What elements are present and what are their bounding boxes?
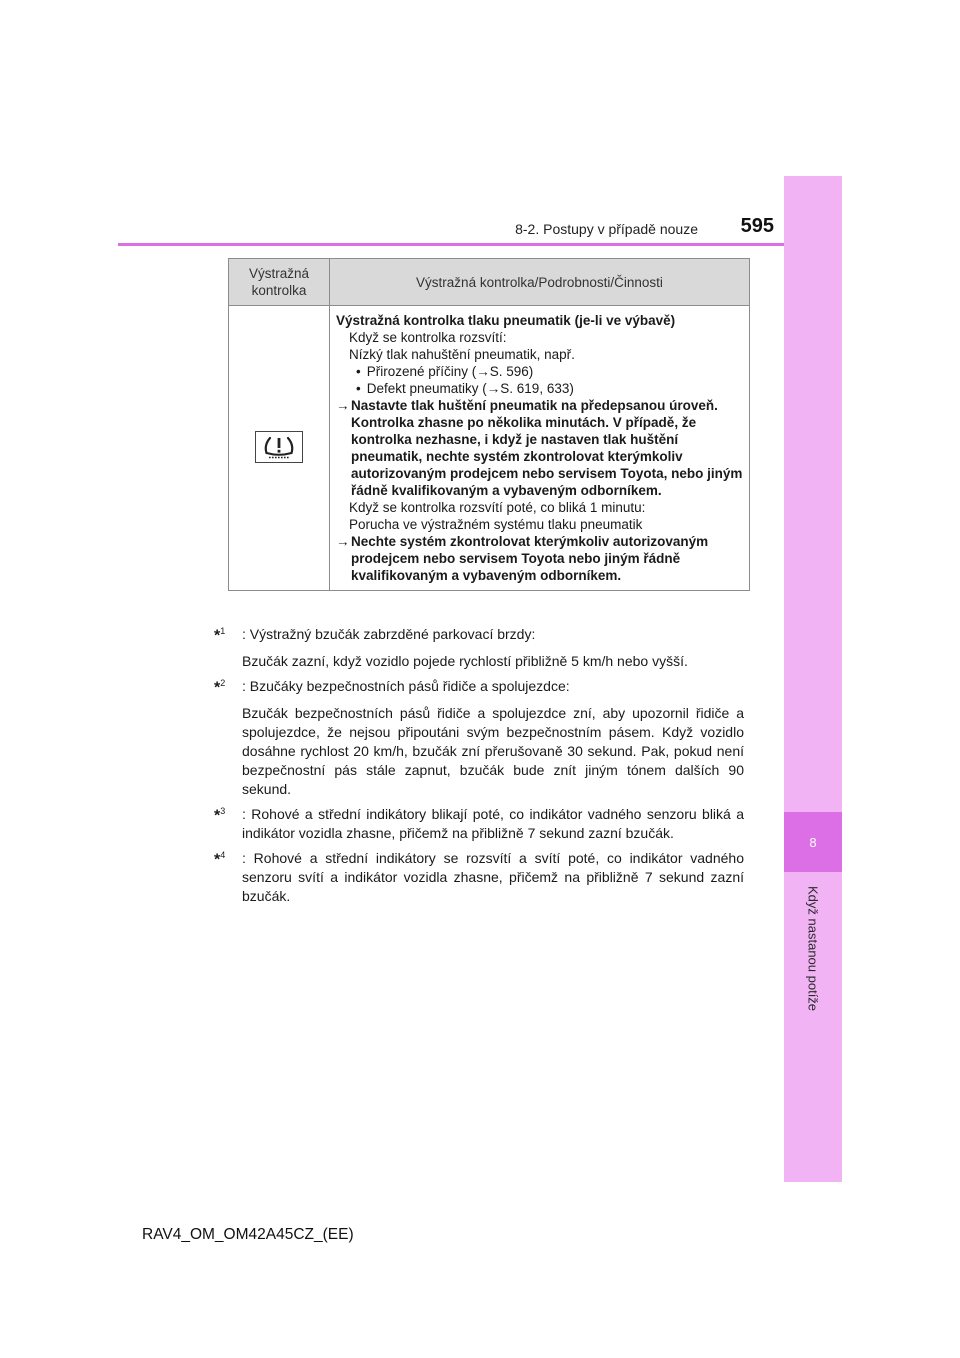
blink-condition: Když se kontrolka rozsvítí poté, co bliká 1 minutu: [349, 500, 646, 515]
chapter-title: Když nastanou potíže [805, 886, 821, 1012]
lit-cause: Nízký tlak nahuštění pneumatik, např. [349, 347, 575, 362]
footnote-3 [214, 805, 744, 843]
details-cell [330, 306, 750, 591]
column-header-details: Výstražná kontrolka/Podrobnosti/Činnosti [330, 259, 750, 306]
section-title: 8-2. Postupy v případě nouze [515, 221, 698, 237]
lit-condition: Když se kontrolka rozsvítí: [349, 330, 507, 345]
footnote-body: Bzučák zazní, když vozidlo pojede rychlostí přibližně 5 km/h nebo vyšší. [242, 653, 688, 669]
footnote-body: Bzučák bezpečnostních pásů řidiče a spolujezdce zní, aby upozornil řidiče a spolujezdce, že nejsou připoutáni svým bezpečnostním pásem. Když vozidlo dosáhne rychlost 20 km/h, bzučák zní přerušovaně 30 sekund. Pak, pokud není bezpečnostní pás stále zapnut, bzučák bude znít jiným tónem dalších 90 sekund. [242, 705, 744, 797]
tire-pressure-warning-icon [255, 431, 303, 463]
table-row [229, 306, 750, 591]
footnote-heading: : Rohové a střední indikátory se rozsvítí a svítí poté, co indikátor vadného senzoru svítí a indikátor vozidla zhasne, přičemž na přibližně 7 sekund zazní bzučák. [242, 850, 744, 904]
chapter-title-tab [784, 884, 842, 1014]
warning-light-table [228, 258, 750, 591]
footnote-heading: : Bzučáky bezpečnostních pásů řidiče a spolujezdce: [242, 678, 570, 694]
footnote-heading: : Rohové a střední indikátory blikají poté, co indikátor vadného senzoru bliká a indikátor vozidla zhasne, přičemž na přibližně 7 sekund zazní bzučák. [242, 806, 744, 841]
icon-cell [229, 306, 330, 591]
action-2 [336, 533, 745, 584]
footnote-mark: *$^2$ [214, 678, 226, 697]
footnote-mark: *$^4$ [214, 850, 226, 869]
blink-cause: Porucha ve výstražném systému tlaku pneumatik [349, 517, 643, 532]
arrow-right-icon: → [336, 398, 350, 413]
document-code: RAV4_OM_OM42A45CZ_(EE) [142, 1226, 354, 1243]
chapter-side-strip [784, 176, 842, 1182]
footnote-2 [214, 677, 744, 799]
chapter-number: 8 [809, 834, 817, 850]
row-title: Výstražná kontrolka tlaku pneumatik (je-li ve výbavě) [336, 313, 676, 328]
footnote-1 [214, 625, 744, 671]
action-1-detail: Kontrolka zhasne po několika minutách. V případě, že kontrolka nezhasne, i když je nastaven tlak huštění pneumatik, nechte systém zkontrolovat kterýmkoliv autorizovaným prodejcem nebo servisem Toyota, nebo jiným řádně kvalifikovaným a vybaveným odborníkem. [351, 415, 743, 498]
action-2-text: Nechte systém zkontrolovat kterýmkoliv autorizovaným prodejcem nebo servisem Toyota nebo jiným řádně kvalifikovaným a vybaveným odborníkem. [351, 534, 709, 583]
header-rule [118, 243, 784, 246]
footnotes [214, 625, 744, 912]
page-number: 595 [740, 215, 774, 237]
action-1 [336, 397, 745, 499]
arrow-right-icon: → [336, 534, 350, 549]
footnote-4 [214, 849, 744, 906]
footnote-mark: *$^1$ [214, 626, 226, 645]
column-header-light: Výstražná kontrolka [229, 259, 330, 306]
table-header-row [229, 259, 750, 306]
chapter-number-tab [784, 812, 842, 872]
list-item: • Přirozené příčiny (→S. 596) [336, 363, 745, 380]
footnote-heading: : Výstražný bzučák zabrzděné parkovací brzdy: [242, 626, 536, 642]
action-1-text: Nastavte tlak huštění pneumatik na předepsanou úroveň. [351, 398, 718, 413]
footnote-mark: *$^3$ [214, 806, 226, 825]
list-item: • Defekt pneumatiky (→S. 619, 633) [336, 380, 745, 397]
